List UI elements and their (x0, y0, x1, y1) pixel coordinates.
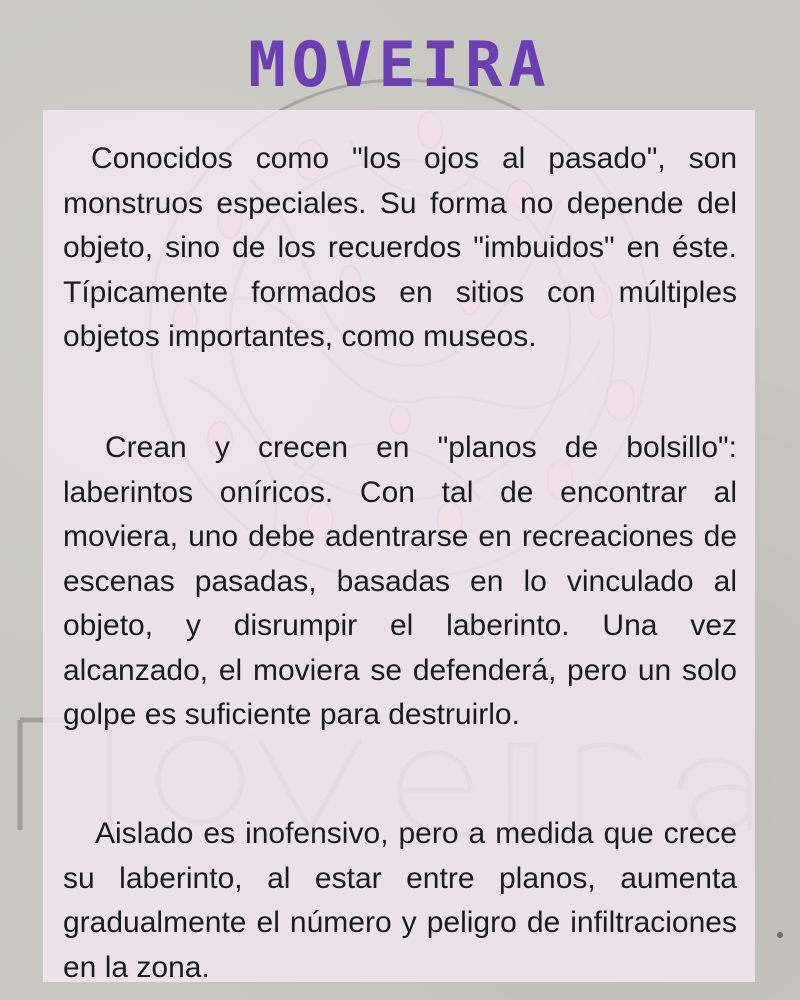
paragraph-2: Crean y crecen en "planos de bolsillo": laberintos oníricos. Con tal de encontrar al moviera, uno debe adentrarse en recreaciones de escenas pasadas, basadas en lo vinculado al objeto, y disrumpir el laberinto. Una vez alcanzado, el moviera se defenderá, pero un solo golpe es suficiente para destruirlo. (63, 431, 737, 731)
page-title: MOVEIRA (248, 28, 552, 101)
paragraph-3: Aislado es inofensivo, pero a medida que crece su laberinto, al estar entre planos, aumenta gradualmente el número y peligro de infiltraciones en la zona. (63, 817, 737, 984)
paragraph-1: Conocidos como "los ojos al pasado", son monstruos especiales. Su forma no depende del objeto, sino de los recuerdos "imbuidos" en éste. Típicamente formados en sitios con múltiples objetos importantes, como museos. (63, 142, 737, 353)
